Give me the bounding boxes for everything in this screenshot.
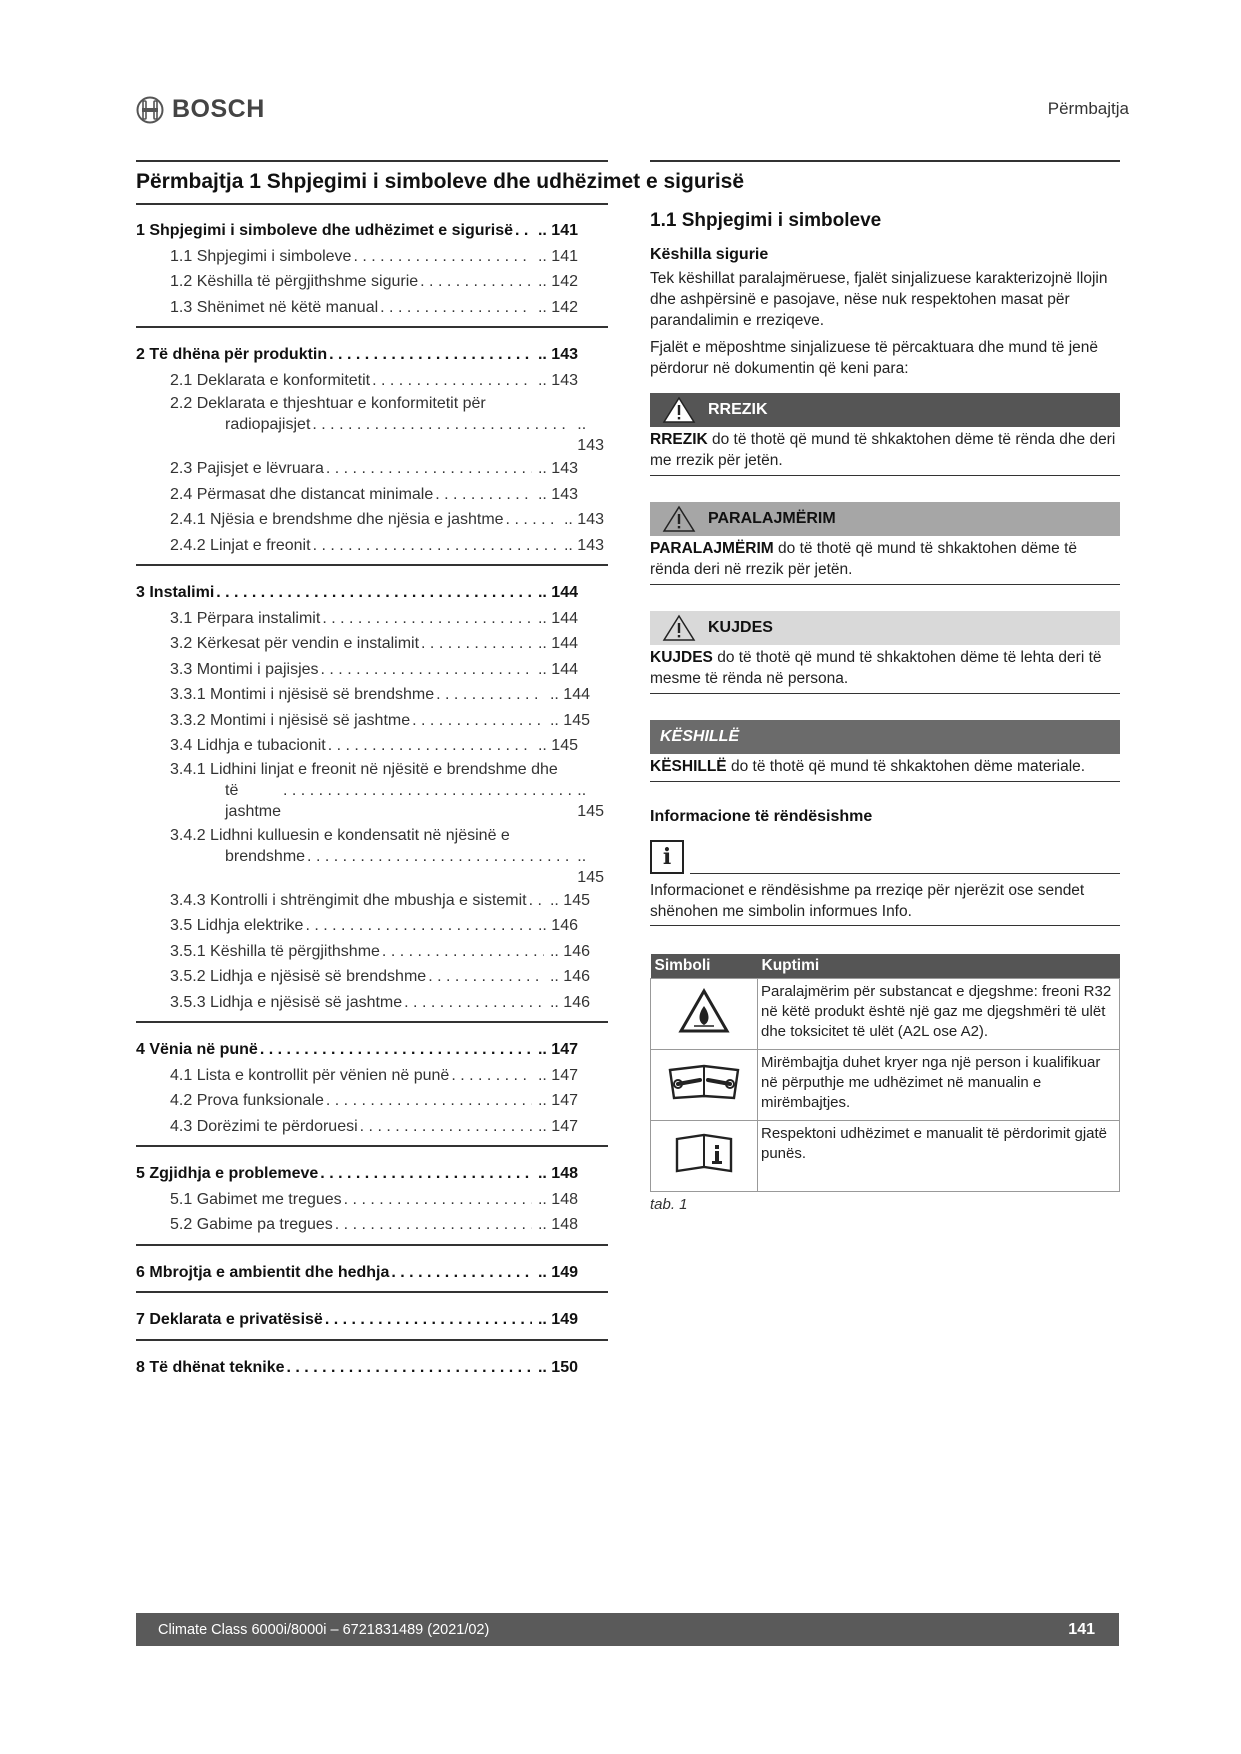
- caution-word: KUJDES: [650, 649, 713, 666]
- toc-entry[interactable]: [136, 393, 608, 456]
- toc-num: 3.3.1: [170, 686, 206, 703]
- toc-num: 1.2: [170, 273, 193, 290]
- toc-num: 3.4.2: [170, 826, 206, 844]
- toc-title: Lidhja e tubacionit: [196, 737, 326, 754]
- toc-page: .. 145: [550, 888, 608, 914]
- caution-bar: [650, 611, 1120, 645]
- notice-description: do të thotë që mund të shkaktohen dëme materiale.: [726, 758, 1086, 775]
- toc-section-3: [136, 576, 608, 1023]
- table-cell-text: Paralajmërim për substancat e djegshme: freoni R32 në këtë produkt është një gaz me djegshmëri të ulët dhe toksicitet të ulët (A2L ose A2).: [758, 979, 1120, 1050]
- toc-num: 2.4: [170, 485, 193, 503]
- toc-num: 3.4.3: [170, 891, 206, 909]
- toc-num: 8: [136, 1358, 145, 1376]
- danger-description: do të thotë që mund të shkaktohen dëme të rënda dhe deri me rrezik për jetën.: [650, 431, 1116, 469]
- danger-bar: [650, 393, 1120, 427]
- toc-num: 4.1: [170, 1066, 193, 1084]
- toc-num: 5.2: [170, 1216, 193, 1233]
- warning-text: [650, 536, 1120, 580]
- symbols-table: [650, 954, 1120, 1192]
- toc-page: .. 145: [577, 846, 608, 888]
- toc-title: Dorëzimi te përdoruesi: [196, 1117, 358, 1135]
- info-text: Informacionet e rëndësishme pa rreziqe për njerëzit ose sendet shënohen me simbolin informues Info.: [650, 878, 1120, 926]
- toc-page: .. 148: [538, 1187, 608, 1213]
- toc-page: .. 144: [538, 580, 608, 606]
- table-cell-text: Mirëmbajtja duhet kryer nga një person i kualifikuar në përputhje me udhëzimet në manualin e mirëmbajtjes.: [758, 1050, 1120, 1121]
- toc-page: .. 144: [538, 657, 608, 683]
- table-row: [651, 1121, 1120, 1192]
- toc-page: .. 145: [538, 733, 608, 759]
- table-cell-text: Respektoni udhëzimet e manualit të përdorimit gjatë punës.: [758, 1121, 1120, 1192]
- toc-title: Të dhënat teknike: [149, 1358, 285, 1376]
- toc-title: Deklarata e thjeshtuar e konformitetit për: [196, 395, 486, 412]
- toc-page: .. 143: [564, 507, 608, 533]
- toc-entry[interactable]: [136, 606, 608, 632]
- info-icon: i: [650, 840, 684, 874]
- toc-num: 3.3.2: [170, 711, 206, 729]
- toc-page: .. 144: [538, 631, 608, 657]
- toc-num: 4: [136, 1041, 145, 1058]
- toc-title: Lista e kontrollit për vënien në punë: [196, 1066, 450, 1084]
- toc-num: 3.5: [170, 917, 193, 934]
- toc-num: 2.2: [170, 395, 193, 412]
- toc-page: .. 144: [538, 606, 608, 632]
- toc-entry[interactable]: [136, 708, 608, 734]
- toc-title: Këshilla të përgjithshme: [210, 942, 380, 960]
- toc-title: Kërkesat për vendin e instalimit: [196, 635, 420, 652]
- info-heading: Informacione të rëndësishme: [650, 808, 873, 825]
- toc-entry[interactable]: [136, 1063, 608, 1089]
- toc-entry[interactable]: [136, 888, 608, 914]
- toc-title: Lidhja elektrike: [196, 917, 304, 934]
- toc-page: .. 146: [538, 913, 608, 939]
- toc-page: .. 147: [538, 1037, 608, 1063]
- danger-label: RREZIK: [708, 401, 768, 418]
- right-column: [650, 206, 1120, 1213]
- toc-title: Montimi i njësisë së brendshme: [210, 686, 435, 703]
- toc-entry[interactable]: [136, 964, 608, 990]
- toc-page: .. 143: [577, 414, 608, 456]
- toc-entry[interactable]: [136, 1187, 608, 1213]
- read-manual-icon: [673, 1131, 735, 1175]
- toc-entry[interactable]: [136, 269, 608, 295]
- toc-section-4: [136, 1033, 608, 1147]
- toc-title: Shënimet në këtë manual: [196, 298, 379, 316]
- toc-section-1: [136, 214, 608, 328]
- toc-title: Lidhini linjat e freonit në njësitë e brendshme dhe: [210, 760, 558, 778]
- toc-title: Përpara instalimit: [196, 609, 321, 627]
- notice-word: KËSHILLË: [650, 758, 727, 775]
- toc-page: .. 145: [550, 708, 608, 734]
- toc-title: Të dhëna për produktin: [149, 346, 328, 363]
- toc-entry[interactable]: [136, 1307, 608, 1333]
- toc-num: 3.5.2: [170, 968, 206, 985]
- toc-num: 3: [136, 584, 145, 601]
- table-header-symbol: Simboli: [651, 954, 758, 979]
- table-cell-icon: [651, 979, 758, 1050]
- toc-page: .. 148: [538, 1212, 608, 1238]
- toc-title-cont: radiopajisjet: [225, 416, 311, 433]
- brand-name: BOSCH: [172, 95, 265, 123]
- toc-page: .. 146: [550, 939, 608, 965]
- toc-entry[interactable]: [136, 368, 608, 394]
- toc-entry[interactable]: [136, 990, 608, 1016]
- toc-page: .. 147: [538, 1114, 608, 1140]
- toc-page: .. 149: [538, 1307, 608, 1333]
- toc-num: 3.4: [170, 737, 193, 754]
- toc-title: Kontrolli i shtrëngimit dhe mbushja e sistemit: [210, 891, 527, 909]
- toc-title: Këshilla të përgjithshme sigurie: [196, 273, 419, 290]
- table-header-row: [651, 954, 1120, 979]
- toc-num: 1.1: [170, 247, 193, 265]
- toc-title: Montimi i pajisjes: [196, 660, 319, 678]
- toc-num: 3.1: [170, 609, 193, 627]
- caution-box: [650, 611, 1120, 694]
- toc-num: 5: [136, 1165, 145, 1182]
- danger-box: [650, 393, 1120, 476]
- toc-page: .. 141: [538, 218, 608, 244]
- toc-entry[interactable]: [136, 244, 608, 270]
- toc-title: Linjat e freonit: [210, 536, 311, 554]
- notice-box: [650, 720, 1120, 782]
- toc-entry[interactable]: [136, 1161, 608, 1187]
- toc-num: 1.3: [170, 298, 193, 316]
- toc-page: .. 146: [550, 990, 608, 1016]
- toc-page: .. 141: [538, 244, 608, 270]
- toc-page: .. 144: [550, 682, 608, 708]
- warning-bar: [650, 502, 1120, 536]
- toc-title: Vënia në punë: [149, 1041, 258, 1058]
- toc-entry[interactable]: [136, 295, 608, 321]
- toc-entry[interactable]: [136, 1355, 608, 1381]
- toc-entry[interactable]: [136, 342, 608, 368]
- toc-section-7: [136, 1303, 608, 1341]
- toc-section-8: [136, 1351, 608, 1387]
- toc-section-6: [136, 1256, 608, 1294]
- safety-heading: Këshilla sigurie: [650, 246, 769, 263]
- toc-num: 3.5.1: [170, 942, 206, 960]
- toc-entry[interactable]: [136, 1212, 608, 1238]
- toc-entry[interactable]: [136, 533, 608, 559]
- footer-bar: [136, 1613, 1119, 1646]
- toc-entry[interactable]: [136, 939, 608, 965]
- toc-title: Prova funksionale: [196, 1092, 324, 1109]
- toc-page: .. 145: [577, 780, 608, 822]
- warning-box: [650, 502, 1120, 585]
- warning-triangle-icon: [662, 396, 696, 424]
- toc-entry[interactable]: [136, 482, 608, 508]
- footer-document-id: Climate Class 6000i/8000i – 6721831489 (2021/02): [158, 1621, 490, 1638]
- section-heading: 1.1 Shpjegimi i simboleve: [650, 210, 882, 231]
- toc-title: Gabimet me tregues: [196, 1190, 342, 1208]
- toc-entry[interactable]: [136, 1260, 608, 1286]
- caution-label: KUJDES: [708, 619, 773, 636]
- toc-title: Shpjegimi i simboleve dhe udhëzimet e sigurisë: [149, 222, 514, 239]
- toc-title: Zgjidhja e problemeve: [149, 1165, 319, 1182]
- table-of-contents: [136, 214, 608, 1396]
- toc-num: 1: [136, 222, 145, 239]
- warning-word: PARALAJMËRIM: [650, 540, 774, 557]
- bosch-armature-icon: [136, 96, 164, 124]
- toc-num: 3.2: [170, 635, 193, 652]
- toc-entry[interactable]: [136, 825, 608, 888]
- intro-paragraph: Tek këshillat paralajmëruese, fjalët sinjalizuese karakterizojnë llojin dhe ashpërsinë e pasojave, nëse nuk respektohen masat për parandalimin e rreziqeve.: [650, 270, 1108, 329]
- toc-entry[interactable]: [136, 1114, 608, 1140]
- toc-page: .. 142: [538, 269, 608, 295]
- toc-num: 2.1: [170, 371, 193, 389]
- page-title: Përmbajtja 1 Shpjegimi i simboleve dhe udhëzimet e sigurisë: [136, 170, 745, 193]
- toc-page: .. 143: [538, 342, 608, 368]
- toc-entry[interactable]: [136, 759, 608, 822]
- toc-num: 4.2: [170, 1092, 193, 1109]
- toc-num: 3.5.3: [170, 993, 206, 1011]
- signal-words-paragraph: Fjalët e mëposhtme sinjalizuese të përcaktuara dhe mund të jenë përdorur në dokumentin që keni para:: [650, 339, 1099, 377]
- toc-num: 6: [136, 1263, 145, 1281]
- table-row: [651, 1050, 1120, 1121]
- service-manual-icon: [664, 1060, 744, 1104]
- caution-description: do të thotë që mund të shkaktohen dëme të lehta deri të mesme të rënda në persona.: [650, 649, 1102, 687]
- footer-page-number: 141: [1068, 1620, 1095, 1638]
- toc-title-cont: brendshme: [225, 847, 306, 865]
- caution-text: [650, 645, 1120, 689]
- toc-title: Deklarata e privatësisë: [149, 1311, 323, 1328]
- toc-page: .. 143: [564, 533, 608, 559]
- toc-entry[interactable]: [136, 1088, 608, 1114]
- header-rule-left: [136, 160, 608, 162]
- toc-entry[interactable]: [136, 631, 608, 657]
- bosch-logo: [136, 95, 265, 124]
- toc-page: .. 146: [550, 964, 608, 990]
- toc-page: .. 150: [538, 1355, 608, 1381]
- toc-num: 3.3: [170, 660, 193, 678]
- caution-triangle-icon: [662, 614, 696, 642]
- warning-label: PARALAJMËRIM: [708, 510, 836, 527]
- toc-num: 2.4.2: [170, 536, 206, 554]
- toc-page: .. 149: [538, 1260, 608, 1286]
- toc-title-cont: të jashtme: [225, 781, 282, 820]
- toc-entry[interactable]: [136, 507, 608, 533]
- toc-num: 7: [136, 1311, 145, 1328]
- toc-title: Njësia e brendshme dhe njësia e jashtme: [210, 511, 504, 528]
- info-row: [650, 840, 1120, 874]
- flammable-warning-icon: [678, 988, 730, 1034]
- toc-num: 2.4.1: [170, 511, 206, 528]
- danger-word: RREZIK: [650, 431, 708, 448]
- toc-title: Përmasat dhe distancat minimale: [196, 485, 434, 503]
- toc-title: Lidhja e njësisë së brendshme: [210, 968, 427, 985]
- toc-section-5: [136, 1157, 608, 1246]
- notice-text: [650, 754, 1120, 777]
- warning-triangle-icon: [662, 505, 696, 533]
- warning-description: do të thotë që mund të shkaktohen dëme të rënda deri në rrezik për jetën.: [650, 540, 1078, 578]
- toc-num: 3.4.1: [170, 760, 206, 778]
- toc-page: .. 143: [538, 456, 608, 482]
- toc-title: Lidhja e njësisë së jashtme: [210, 993, 403, 1011]
- toc-entry[interactable]: [136, 580, 608, 606]
- toc-entry[interactable]: [136, 733, 608, 759]
- toc-page: .. 148: [538, 1161, 608, 1187]
- toc-entry[interactable]: [136, 218, 608, 244]
- toc-entry[interactable]: [136, 682, 608, 708]
- toc-entry[interactable]: [136, 657, 608, 683]
- toc-num: 5.1: [170, 1190, 193, 1208]
- toc-section-2: [136, 338, 608, 566]
- table-header-meaning: Kuptimi: [758, 954, 1120, 979]
- toc-page: .. 142: [538, 295, 608, 321]
- toc-title: Gabime pa tregues: [196, 1216, 333, 1233]
- toc-title: Montimi i njësisë së jashtme: [210, 711, 411, 729]
- table-cell-icon: [651, 1121, 758, 1192]
- toc-num: 2.3: [170, 460, 193, 477]
- table-caption: tab. 1: [650, 1196, 688, 1213]
- danger-text: [650, 427, 1120, 471]
- toc-entry[interactable]: [136, 1037, 608, 1063]
- toc-title: Deklarata e konformitetit: [196, 371, 371, 389]
- header-rule-right: [650, 160, 1120, 162]
- table-row: [651, 979, 1120, 1050]
- toc-title: Pajisjet e lëvruara: [196, 460, 324, 477]
- table-cell-icon: [651, 1050, 758, 1121]
- toc-page: .. 147: [538, 1088, 608, 1114]
- toc-page: .. 147: [538, 1063, 608, 1089]
- header-section-title: Përmbajtja: [1047, 99, 1129, 118]
- toc-title: Lidhni kulluesin e kondensatit në njësinë e: [210, 826, 510, 844]
- toc-num: 4.3: [170, 1117, 193, 1135]
- toc-page: .. 143: [538, 482, 608, 508]
- notice-label: KËSHILLË: [660, 728, 740, 745]
- toc-title: Mbrojtja e ambientit dhe hedhja: [149, 1263, 390, 1281]
- notice-bar: [650, 720, 1120, 754]
- toc-entry[interactable]: [136, 456, 608, 482]
- toc-num: 2: [136, 346, 145, 363]
- toc-entry[interactable]: [136, 913, 608, 939]
- toc-title: Shpjegimi i simboleve: [196, 247, 352, 265]
- toc-page: .. 143: [538, 368, 608, 394]
- toc-title: Instalimi: [149, 584, 215, 601]
- title-rule: [136, 203, 608, 205]
- info-rule: [690, 873, 1120, 875]
